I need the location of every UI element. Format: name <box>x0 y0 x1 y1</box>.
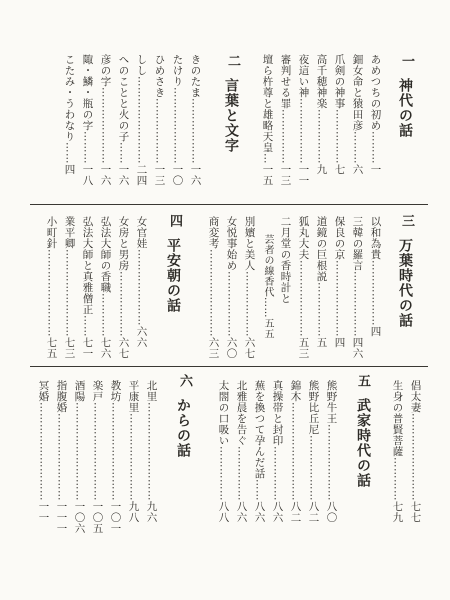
toc-entry: 熊野牛王…………………八〇 <box>325 380 338 523</box>
toc-entry: きのたま………………一六 <box>189 54 202 186</box>
toc-entry: 生身の普賢菩薩…………七九 <box>391 380 404 523</box>
toc-entry: 小町針……………………七五 <box>45 216 58 359</box>
toc-entry: 二月堂の香時計と <box>279 216 292 304</box>
toc-entry: 蕪を換つて孕んだ話……八六 <box>253 380 266 523</box>
section-title-3: 万葉時代の話 <box>397 238 413 328</box>
section-number-6: 六 <box>177 374 192 387</box>
section-number-5: 五 <box>355 374 370 387</box>
toc-entry: 壇ら杵尊と雄略天皇…一五 <box>261 54 274 186</box>
toc-entry: 保良の京…………………四 <box>333 216 346 348</box>
toc-entry: 女悦事始め………………六〇 <box>225 216 238 359</box>
toc-entry: 北里………………………九六 <box>145 380 158 523</box>
toc-entry: こたみ・うわなり……四 <box>63 54 76 175</box>
toc-entry: 別嬪と美人………………六七 <box>243 216 256 359</box>
toc-entry: 倡太妻……………………七七 <box>409 380 422 523</box>
toc-entry: 道鏡の巨根説……………五 <box>315 216 328 348</box>
toc-entry: へのことと火の子……一六 <box>117 54 130 186</box>
toc-entry: 北雅晨を告ぐ……………八六 <box>235 380 248 523</box>
toc-entry: 真操帯と封印……………八六 <box>271 380 284 523</box>
toc-entry: しし……………………二四 <box>135 54 148 186</box>
section-divider-lower <box>30 366 428 367</box>
toc-entry: 彦の字…………………一六 <box>99 54 112 186</box>
toc-entry: 商変考……………………六三 <box>207 216 220 359</box>
section-title-2: 言葉と文字 <box>223 78 239 153</box>
toc-entry: 酒陽………………………一〇六 <box>73 380 86 534</box>
toc-entry: 女官娃…………………六六 <box>135 216 148 348</box>
toc-entry: 鈿女命と猿田彦………六 <box>351 54 364 175</box>
section-title-5: 武家時代の話 <box>355 398 371 488</box>
section-title-6: からの話 <box>175 398 191 458</box>
toc-entry: 教坊………………………一〇一 <box>109 380 122 534</box>
toc-entry: あめつちの初め………一 <box>369 54 382 175</box>
section-title-4: 平安朝の話 <box>165 238 181 313</box>
toc-entry: 狐丸大夫…………………五三 <box>297 216 310 359</box>
toc-entry: 熊野比丘尼………………八二 <box>307 380 320 523</box>
toc-entry: 錦木………………………八二 <box>289 380 302 523</box>
section-number-4: 四 <box>167 214 182 227</box>
toc-entry: 夜這い神………………一一 <box>297 54 310 186</box>
section-divider-upper <box>30 204 428 205</box>
toc-entry: ひめさき………………一三 <box>153 54 166 186</box>
toc-entry: 陬・鱗・瓶の字………一八 <box>81 54 94 186</box>
section-number-2: 二 <box>225 54 240 67</box>
toc-entry: 太閤の口吸い……………八八 <box>217 380 230 523</box>
toc-entry: 業平卿……………………七三 <box>63 216 76 359</box>
toc-entry: 平康里……………………九八 <box>127 380 140 523</box>
toc-entry: 以和為貴………………四 <box>369 216 382 337</box>
toc-entry: 冥婚………………………一一 <box>37 380 50 523</box>
section-number-3: 三 <box>399 214 414 227</box>
toc-entry: 楽戸………………………一〇五 <box>91 380 104 534</box>
toc-entry: 女房と男房………………六七 <box>117 216 130 359</box>
toc-entry: 三韓の羅言………………四六 <box>351 216 364 359</box>
toc-entry: たけり…………………一〇 <box>171 54 184 186</box>
toc-entry: 高千穂神楽……………九 <box>315 54 328 175</box>
toc-entry: 指腹婚……………………一一一 <box>55 380 68 534</box>
section-title-1: 神代の話 <box>397 78 413 138</box>
section-number-1: 一 <box>399 54 414 67</box>
toc-entry: 弘法大師の香職…………七六 <box>99 216 112 359</box>
toc-entry: 審判せる罪……………一三 <box>279 54 292 186</box>
toc-entry-continuation: 芸者の線香代……五五 <box>262 234 273 339</box>
toc-entry: 弘法大師と真雅僧正……七一 <box>81 216 94 359</box>
toc-entry: 爪剣の神事……………七 <box>333 54 346 175</box>
